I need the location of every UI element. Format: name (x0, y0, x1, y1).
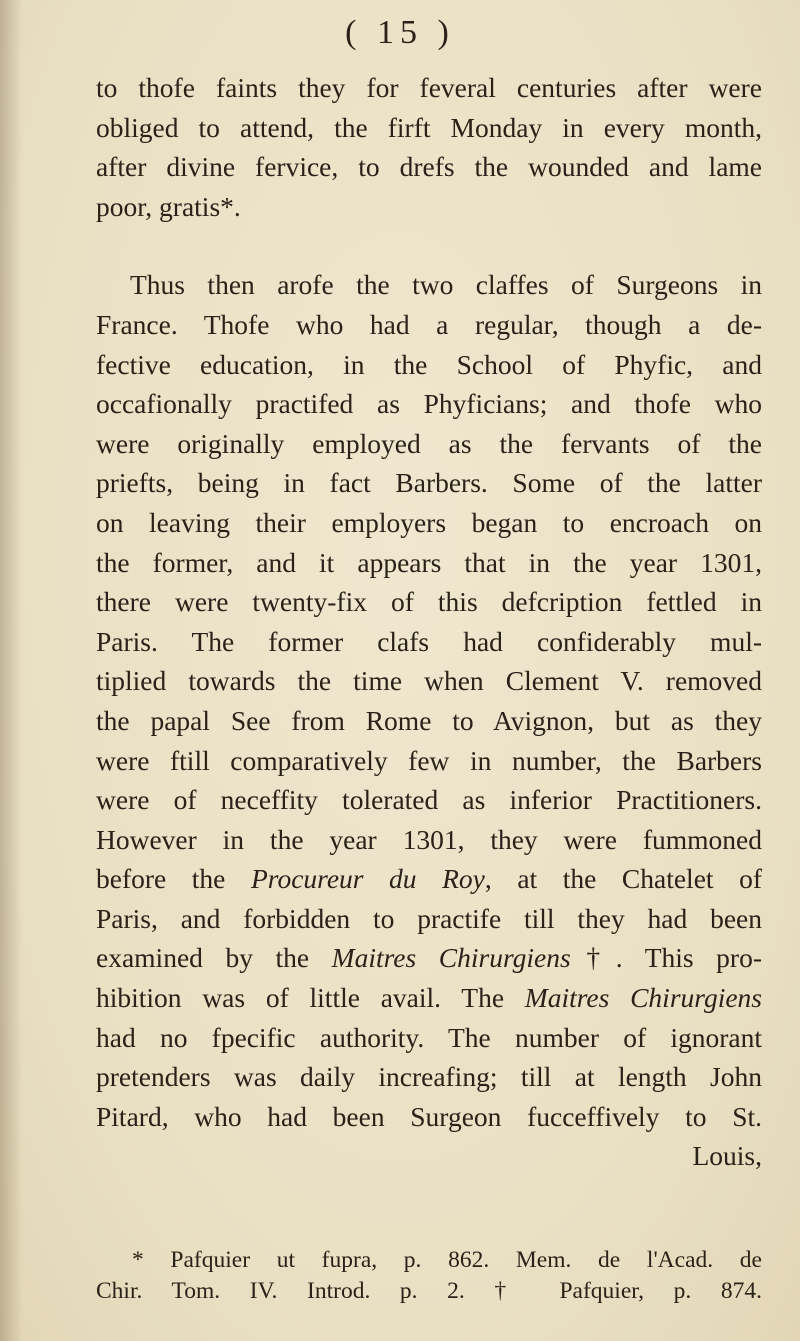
text-line: obliged to attend, the firft Monday in every month, (96, 111, 762, 143)
catchword: Louis, (692, 1140, 762, 1172)
text-line: poor, gratis*. (96, 190, 241, 222)
text-line: Thus then arofe the two claffes of Surgeons in (130, 269, 762, 301)
text-line: had no fpecific authority. The number of ignorant (96, 1021, 762, 1053)
text-line: were of neceffity tolerated as inferior Practitioners. (96, 784, 762, 816)
text-line: there were twenty-fix of this defcription fettled in (96, 586, 762, 618)
text-line: Paris, and forbidden to practife till they had been (96, 902, 762, 934)
text-line: on leaving their employers began to encroach on (96, 506, 762, 538)
text-line: Paris. The former clafs had confiderably mul- (96, 625, 762, 657)
text-line: the former, and it appears that in the year 1301, (96, 546, 762, 578)
text-line-procureur (96, 859, 762, 899)
italic-term: Maitres Chirurgiens (524, 982, 762, 1014)
page-number: ( 15 ) (345, 14, 455, 51)
footnotes (96, 1245, 762, 1307)
text-segment: before the (96, 863, 251, 895)
text-line: to thofe faints they for feveral centuries after were (96, 72, 762, 103)
text-line: fective education, in the School of Phyfic, and (96, 348, 762, 380)
footnote-line: * Pafquier ut fupra, p. 862. Mem. de l'Acad. de (132, 1247, 762, 1273)
text-line: were ftill comparatively few in number, the Barbers (96, 744, 762, 776)
text-line: tiplied towards the time when Clement V. removed (96, 665, 762, 697)
text-segment: hibition was of little avail. The (96, 982, 525, 1014)
text-segment: †. This pro- (570, 942, 762, 974)
text-line: However in the year 1301, they were fummoned (96, 823, 762, 855)
page-gutter-shadow (0, 0, 22, 1341)
text-line: pretenders was daily increafing; till at length John (96, 1061, 762, 1093)
text-line-maitres (96, 978, 762, 1018)
text-line: were originally employed as the fervants of the (96, 427, 762, 459)
text-segment: examined by the (96, 942, 332, 974)
text-line: priefts, being in fact Barbers. Some of the latter (96, 467, 762, 499)
body-text (96, 68, 762, 1176)
text-line: the papal See from Rome to Avignon, but as they (96, 704, 762, 736)
italic-term: Maitres Chirurgiens (331, 942, 571, 974)
text-line: France. Thofe who had a regular, though a de- (96, 308, 762, 340)
text-line-maitres (96, 938, 762, 978)
footnote-line: Chir. Tom. IV. Introd. p. 2. † Pafquier, p. 874. (96, 1278, 762, 1304)
italic-term: Procureur du Roy (250, 863, 485, 895)
paragraph-gap (96, 226, 762, 265)
text-segment: , at the Chatelet of (484, 863, 762, 895)
text-line: occafionally practifed as Phyficians; and thofe who (96, 388, 762, 420)
text-line: Pitard, who had been Surgeon fucceffively to St. (96, 1100, 762, 1132)
text-line: after divine fervice, to drefs the wounded and lame (96, 151, 762, 183)
